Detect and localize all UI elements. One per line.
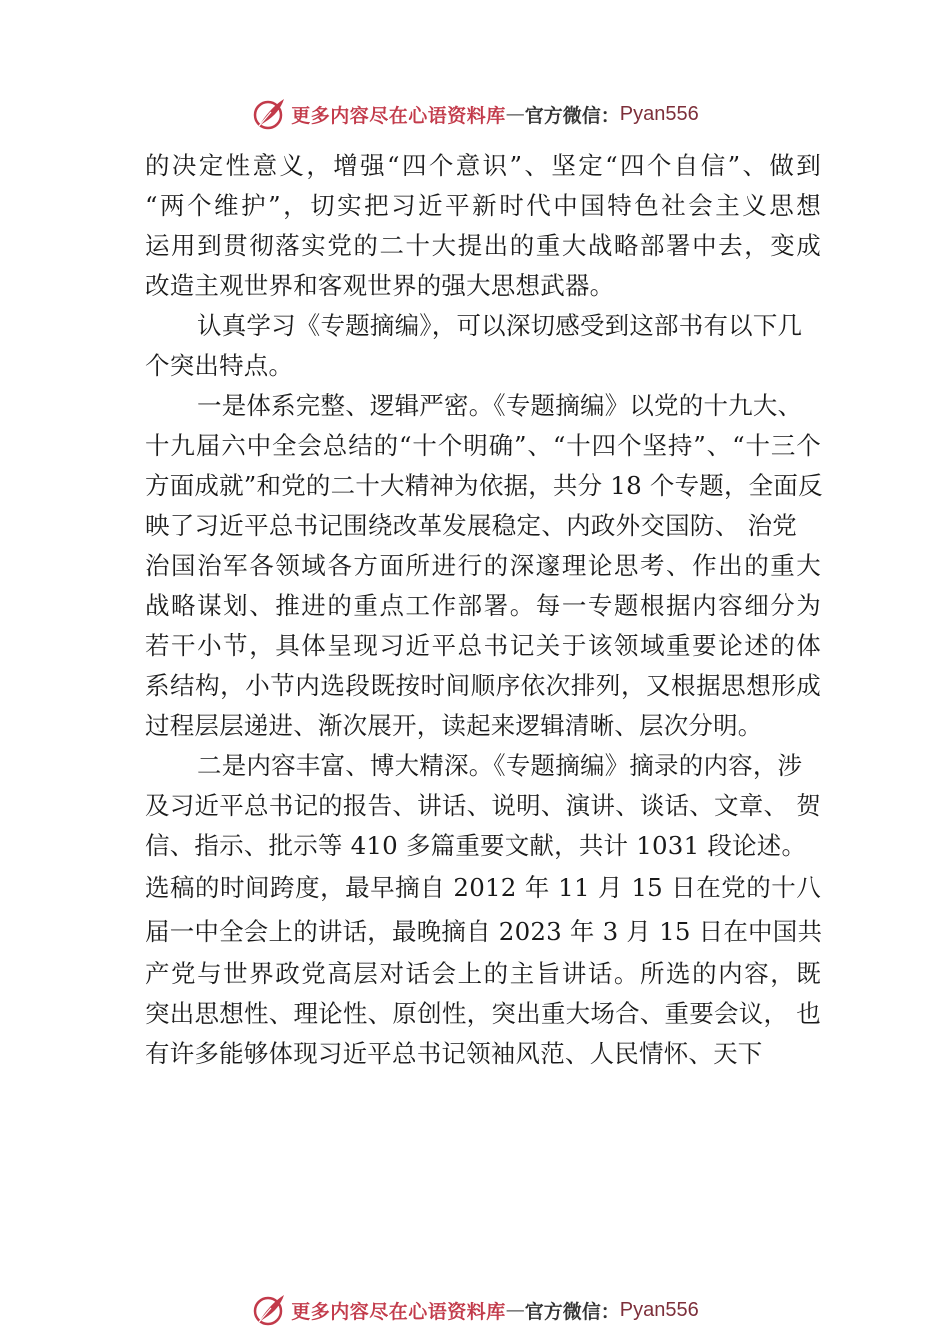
watermark-header bbox=[0, 94, 950, 134]
paragraph-start-line: 一是体系完整、逻辑严密。《专题摘编》以党的十九大、 bbox=[197, 391, 803, 420]
text-line: 信、指示、批示等 410 多篇重要文献，共计 1031 段论述。 bbox=[145, 831, 807, 860]
watermark-label: 官方微信： bbox=[524, 1300, 620, 1323]
watermark-brand: 更多内容尽在心语资料库 bbox=[291, 1300, 506, 1323]
watermark-separator: — bbox=[505, 1299, 525, 1321]
quill-logo-icon bbox=[251, 96, 287, 132]
quill-logo-icon bbox=[251, 1292, 287, 1328]
text-line: 十九届六中全会总结的“十个明确”、“十四个坚持”、“十三个 bbox=[145, 431, 821, 460]
watermark-wechat-id: Pyan556 bbox=[619, 1298, 699, 1321]
watermark-brand: 更多内容尽在心语资料库 bbox=[291, 104, 506, 127]
paragraph-start-line: 认真学习《专题摘编》，可以深切感受到这部书有以下几 bbox=[197, 311, 803, 340]
text-line: 有许多能够体现习近平总书记领袖风范、人民情怀、天下 bbox=[145, 1039, 763, 1068]
text-line: 系结构，小节内选段既按时间顺序依次排列，又根据思想形成 bbox=[145, 671, 821, 700]
watermark-label: 官方微信： bbox=[524, 104, 620, 127]
text-line: 治国治军各领域各方面所进行的深邃理论思考、作出的重大 bbox=[145, 551, 821, 580]
text-line: 产党与世界政党高层对话会上的主旨讲话。所选的内容，既 bbox=[145, 959, 821, 988]
watermark-wechat-id: Pyan556 bbox=[619, 102, 699, 125]
text-line: 若干小节，具体呈现习近平总书记关于该领域重要论述的体 bbox=[145, 631, 821, 660]
text-line: 突出思想性、理论性、原创性，突出重大场合、重要会议， 也 bbox=[145, 999, 821, 1028]
text-line: 战略谋划、推进的重点工作部署。每一专题根据内容细分为 bbox=[145, 591, 821, 620]
text-line: 选稿的时间跨度，最早摘自 2012 年 11 月 15 日在党的十八 bbox=[145, 873, 821, 902]
document-body bbox=[145, 146, 821, 1074]
text-line: 改造主观世界和客观世界的强大思想武器。 bbox=[145, 271, 615, 300]
watermark-separator: — bbox=[505, 103, 525, 125]
text-line: 届一中全会上的讲话，最晚摘自 2023 年 3 月 15 日在中国共 bbox=[145, 917, 823, 946]
text-line: 运用到贯彻落实党的二十大提出的重大战略部署中去，变成 bbox=[145, 231, 821, 260]
text-line: 方面成就”和党的二十大精神为依据，共分 18 个专题，全面反 bbox=[145, 471, 823, 500]
watermark-footer bbox=[0, 1290, 950, 1330]
paragraph-start-line: 二是内容丰富、博大精深。《专题摘编》摘录的内容，涉 bbox=[197, 751, 803, 780]
text-line: 映了习近平总书记围绕改革发展稳定、内政外交国防、 治党 bbox=[145, 511, 797, 540]
text-line: 过程层层递进、渐次展开，读起来逻辑清晰、层次分明。 bbox=[145, 711, 763, 740]
text-line: 个突出特点。 bbox=[145, 351, 294, 380]
text-line: “两个维护”，切实把习近平新时代中国特色社会主义思想 bbox=[145, 191, 821, 220]
text-line: 及习近平总书记的报告、讲话、说明、演讲、谈话、文章、 贺 bbox=[145, 791, 821, 820]
text-line: 的决定性意义，增强“四个意识”、坚定“四个自信”、做到 bbox=[145, 151, 821, 180]
